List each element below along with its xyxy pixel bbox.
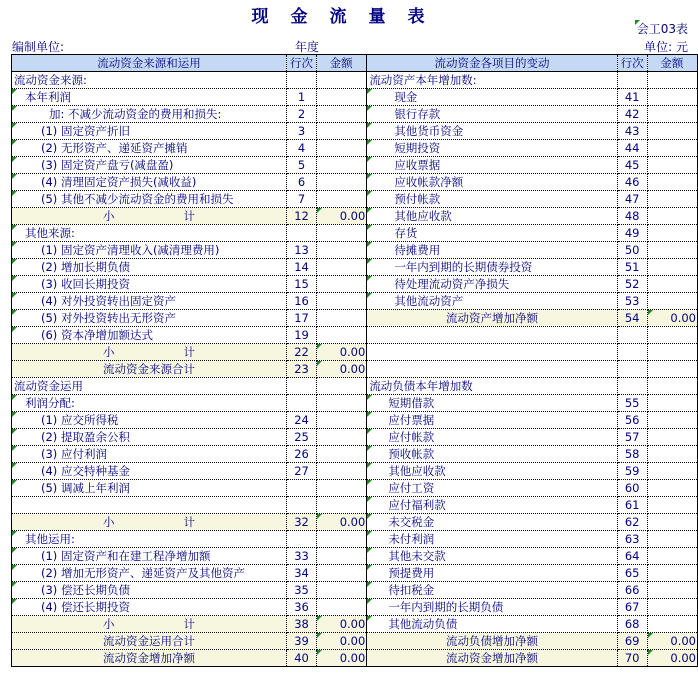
left-amount-cell[interactable]: 0.00 <box>317 616 367 633</box>
left-line-no: 19 <box>287 327 317 344</box>
right-item-label[interactable]: 未付利润 <box>367 531 617 548</box>
left-amount-cell[interactable] <box>317 293 367 310</box>
right-line-no: 57 <box>617 429 647 446</box>
right-amount-cell[interactable] <box>647 140 697 157</box>
left-amount-cell[interactable] <box>317 412 367 429</box>
left-line-no: 36 <box>287 599 317 616</box>
left-line-no: 7 <box>287 191 317 208</box>
right-item-label[interactable]: 其他未交款 <box>367 548 617 565</box>
right-line-no: 59 <box>617 463 647 480</box>
table-row <box>12 650 698 667</box>
table-row <box>12 344 698 361</box>
right-amount-cell[interactable] <box>647 412 697 429</box>
left-item-label[interactable] <box>12 497 287 514</box>
table-row <box>12 361 698 378</box>
right-amount-cell[interactable] <box>647 344 697 361</box>
right-line-no: 44 <box>617 140 647 157</box>
table-row <box>12 208 698 225</box>
left-item-label[interactable]: (1) 固定资产折旧 <box>12 123 287 140</box>
left-amount-cell[interactable] <box>317 531 367 548</box>
year-label: 年度 <box>295 40 320 54</box>
left-amount-cell[interactable] <box>317 497 367 514</box>
left-line-no <box>287 531 317 548</box>
right-line-no: 47 <box>617 191 647 208</box>
left-line-no: 15 <box>287 276 317 293</box>
right-item-label[interactable]: 其他货币资金 <box>367 123 617 140</box>
right-item-label[interactable]: 流动负债本年增加数 <box>367 378 617 395</box>
right-item-label[interactable]: 预付帐款 <box>367 191 617 208</box>
left-item-label[interactable]: (4) 清理固定资产损失(减收益) <box>12 174 287 191</box>
right-line-no: 46 <box>617 174 647 191</box>
right-item-label[interactable]: 未交税金 <box>367 514 617 531</box>
right-item-label[interactable]: 应收帐款净额 <box>367 174 617 191</box>
right-item-label[interactable]: 待处理流动资产净损失 <box>367 276 617 293</box>
left-item-label[interactable]: 流动资金来源合计 <box>12 361 287 378</box>
left-line-no: 24 <box>287 412 317 429</box>
right-item-label[interactable]: 一年内到期的长期负债 <box>367 599 617 616</box>
right-item-label[interactable]: 预提费用 <box>367 565 617 582</box>
table-row <box>12 123 698 140</box>
left-item-label[interactable]: (3) 收回长期投资 <box>12 276 287 293</box>
table-row <box>12 531 698 548</box>
right-line-no: 58 <box>617 446 647 463</box>
left-item-label[interactable]: (5) 对外投资转出无形资产 <box>12 310 287 327</box>
left-item-label[interactable]: (4) 偿还长期投资 <box>12 599 287 616</box>
right-line-no: 53 <box>617 293 647 310</box>
right-amount-cell[interactable] <box>647 106 697 123</box>
left-item-label[interactable]: (5) 调减上年利润 <box>12 480 287 497</box>
left-item-label[interactable]: 其他运用: <box>12 531 287 548</box>
table-row <box>12 327 698 344</box>
org-label: 编制单位: <box>12 40 65 54</box>
left-amount-cell[interactable]: 0.00 <box>317 514 367 531</box>
right-item-label[interactable]: 短期投资 <box>367 140 617 157</box>
left-item-label[interactable]: (4) 对外投资转出固定资产 <box>12 293 287 310</box>
left-item-label[interactable]: 本年利润 <box>12 89 287 106</box>
table-row <box>12 429 698 446</box>
left-amount-cell[interactable] <box>317 463 367 480</box>
left-item-label[interactable]: 小 计 <box>12 344 287 361</box>
table-row <box>12 310 698 327</box>
left-line-no: 26 <box>287 446 317 463</box>
table-row <box>12 259 698 276</box>
left-item-label[interactable]: 加: 不减少流动资金的费用和损失: <box>12 106 287 123</box>
table-row <box>12 276 698 293</box>
header-right-no: 行次 <box>617 55 647 72</box>
left-amount-cell[interactable] <box>317 72 367 89</box>
table-row <box>12 395 698 412</box>
left-amount-cell[interactable] <box>317 327 367 344</box>
left-amount-cell[interactable] <box>317 480 367 497</box>
left-item-label[interactable]: 流动资金运用合计 <box>12 633 287 650</box>
left-amount-cell[interactable] <box>317 548 367 565</box>
left-item-label[interactable]: (2) 增加无形资产、递延资产及其他资产 <box>12 565 287 582</box>
right-item-label[interactable]: 其他应收款 <box>367 463 617 480</box>
table-row <box>12 497 698 514</box>
right-line-no <box>617 327 647 344</box>
left-amount-cell[interactable]: 0.00 <box>317 361 367 378</box>
left-amount-cell[interactable] <box>317 429 367 446</box>
right-amount-cell[interactable] <box>647 157 697 174</box>
left-amount-cell[interactable] <box>317 123 367 140</box>
right-line-no: 49 <box>617 225 647 242</box>
right-line-no: 69 <box>617 633 647 650</box>
right-line-no: 68 <box>617 616 647 633</box>
right-item-label[interactable]: 一年内到期的长期债券投资 <box>367 259 617 276</box>
left-amount-cell[interactable] <box>317 106 367 123</box>
right-line-no: 45 <box>617 157 647 174</box>
right-line-no: 51 <box>617 259 647 276</box>
right-line-no: 62 <box>617 514 647 531</box>
left-item-label[interactable]: 利润分配: <box>12 395 287 412</box>
left-line-no: 4 <box>287 140 317 157</box>
right-line-no: 70 <box>617 650 647 667</box>
left-line-no <box>287 72 317 89</box>
right-line-no: 60 <box>617 480 647 497</box>
right-amount-cell[interactable] <box>647 191 697 208</box>
right-amount-cell[interactable] <box>647 174 697 191</box>
right-item-label[interactable]: 流动资金增加净额 <box>367 650 617 667</box>
left-line-no: 32 <box>287 514 317 531</box>
right-line-no: 66 <box>617 582 647 599</box>
left-item-label[interactable]: 小 计 <box>12 208 287 225</box>
table-row <box>12 463 698 480</box>
left-item-label[interactable]: 流动资金运用 <box>12 378 287 395</box>
right-amount-cell[interactable] <box>647 72 697 89</box>
right-item-label[interactable]: 存货 <box>367 225 617 242</box>
right-amount-cell[interactable]: 0.00 <box>647 650 697 667</box>
left-amount-cell[interactable] <box>317 276 367 293</box>
right-amount-cell[interactable] <box>647 276 697 293</box>
header-right-item: 流动资金各项目的变动 <box>367 55 617 72</box>
right-item-label[interactable]: 流动负债增加净额 <box>367 633 617 650</box>
header-right-amount: 金额 <box>647 55 697 72</box>
left-item-label[interactable]: (2) 增加长期负债 <box>12 259 287 276</box>
left-line-no: 12 <box>287 208 317 225</box>
right-amount-cell[interactable] <box>647 599 697 616</box>
right-item-label[interactable]: 应付帐款 <box>367 429 617 446</box>
right-line-no: 50 <box>617 242 647 259</box>
left-line-no: 22 <box>287 344 317 361</box>
header-left-item: 流动资金来源和运用 <box>12 55 287 72</box>
left-item-label[interactable]: (3) 应付利润 <box>12 446 287 463</box>
left-line-no: 6 <box>287 174 317 191</box>
table-row <box>12 106 698 123</box>
right-item-label[interactable]: 待摊费用 <box>367 242 617 259</box>
cash-flow-table <box>11 54 698 667</box>
right-amount-cell[interactable] <box>647 582 697 599</box>
table-row <box>12 191 698 208</box>
right-line-no: 42 <box>617 106 647 123</box>
left-item-label[interactable]: (1) 应交所得税 <box>12 412 287 429</box>
right-amount-cell[interactable] <box>647 208 697 225</box>
right-amount-cell[interactable] <box>647 395 697 412</box>
right-amount-cell[interactable] <box>647 463 697 480</box>
right-amount-cell[interactable] <box>647 361 697 378</box>
right-line-no <box>617 378 647 395</box>
right-item-label[interactable] <box>367 344 617 361</box>
table-row <box>12 633 698 650</box>
left-amount-cell[interactable] <box>317 157 367 174</box>
left-item-label[interactable]: (5) 其他不减少流动资金的费用和损失 <box>12 191 287 208</box>
left-line-no: 39 <box>287 633 317 650</box>
left-line-no <box>287 497 317 514</box>
table-row <box>12 242 698 259</box>
left-item-label[interactable]: 流动资金来源: <box>12 72 287 89</box>
right-line-no: 54 <box>617 310 647 327</box>
table-row <box>12 480 698 497</box>
left-line-no: 16 <box>287 293 317 310</box>
left-amount-cell[interactable]: 0.00 <box>317 633 367 650</box>
right-line-no: 48 <box>617 208 647 225</box>
right-amount-cell[interactable] <box>647 565 697 582</box>
page-title: 现金流量表 <box>251 7 447 27</box>
right-item-label[interactable]: 其他流动负债 <box>367 616 617 633</box>
right-amount-cell[interactable] <box>647 259 697 276</box>
left-line-no: 17 <box>287 310 317 327</box>
table-row <box>12 599 698 616</box>
table-row <box>12 582 698 599</box>
right-amount-cell[interactable] <box>647 548 697 565</box>
left-amount-cell[interactable] <box>317 565 367 582</box>
right-line-no: 55 <box>617 395 647 412</box>
table-row <box>12 72 698 89</box>
right-line-no <box>617 344 647 361</box>
left-line-no <box>287 225 317 242</box>
right-item-label[interactable]: 流动资产本年增加数: <box>367 72 617 89</box>
left-amount-cell[interactable] <box>317 599 367 616</box>
left-amount-cell[interactable]: 0.00 <box>317 650 367 667</box>
table-row <box>12 225 698 242</box>
right-item-label[interactable]: 预收帐款 <box>367 446 617 463</box>
right-amount-cell[interactable] <box>647 123 697 140</box>
table-row <box>12 157 698 174</box>
left-amount-cell[interactable] <box>317 242 367 259</box>
right-item-label[interactable]: 待扣税金 <box>367 582 617 599</box>
right-item-label[interactable] <box>367 327 617 344</box>
table-row <box>12 565 698 582</box>
right-amount-cell[interactable] <box>647 242 697 259</box>
table-row <box>12 378 698 395</box>
left-item-label[interactable]: (2) 无形资产、递延资产摊销 <box>12 140 287 157</box>
table-row <box>12 616 698 633</box>
right-item-label[interactable]: 其他流动资产 <box>367 293 617 310</box>
unit-label: 单位: 元 <box>644 40 688 54</box>
right-amount-cell[interactable] <box>647 480 697 497</box>
left-amount-cell[interactable] <box>317 378 367 395</box>
left-amount-cell[interactable] <box>317 225 367 242</box>
right-line-no: 41 <box>617 89 647 106</box>
right-item-label[interactable]: 流动资产增加净额 <box>367 310 617 327</box>
left-item-label[interactable]: (1) 固定资产清理收入(减清理费用) <box>12 242 287 259</box>
right-amount-cell[interactable] <box>647 293 697 310</box>
table-row <box>12 514 698 531</box>
left-line-no: 25 <box>287 429 317 446</box>
left-amount-cell[interactable] <box>317 174 367 191</box>
left-amount-cell[interactable] <box>317 191 367 208</box>
right-amount-cell[interactable]: 0.00 <box>647 310 697 327</box>
right-line-no: 43 <box>617 123 647 140</box>
right-item-label[interactable]: 应付工资 <box>367 480 617 497</box>
right-item-label[interactable]: 应付票据 <box>367 412 617 429</box>
left-item-label[interactable]: 流动资金增加净额 <box>12 650 287 667</box>
right-item-label[interactable]: 应收票据 <box>367 157 617 174</box>
right-amount-cell[interactable] <box>647 327 697 344</box>
right-item-label[interactable]: 短期借款 <box>367 395 617 412</box>
table-row <box>12 174 698 191</box>
table-row <box>12 446 698 463</box>
right-item-label[interactable]: 应付福利款 <box>367 497 617 514</box>
right-line-no: 61 <box>617 497 647 514</box>
right-amount-cell[interactable] <box>647 497 697 514</box>
right-line-no: 52 <box>617 276 647 293</box>
right-line-no: 65 <box>617 565 647 582</box>
left-line-no: 38 <box>287 616 317 633</box>
right-item-label[interactable]: 现金 <box>367 89 617 106</box>
right-line-no: 64 <box>617 548 647 565</box>
left-line-no: 23 <box>287 361 317 378</box>
right-amount-cell[interactable] <box>647 514 697 531</box>
right-line-no: 56 <box>617 412 647 429</box>
left-line-no: 14 <box>287 259 317 276</box>
left-line-no <box>287 480 317 497</box>
left-item-label[interactable]: (1) 固定资产和在建工程净增加额 <box>12 548 287 565</box>
left-line-no <box>287 395 317 412</box>
left-line-no: 3 <box>287 123 317 140</box>
left-line-no: 40 <box>287 650 317 667</box>
table-row <box>12 89 698 106</box>
form-code: 会工03表 <box>636 22 688 36</box>
left-item-label[interactable]: (3) 固定资产盘亏(减盘盈) <box>12 157 287 174</box>
header-left-no: 行次 <box>287 55 317 72</box>
right-item-label[interactable]: 其他应收款 <box>367 208 617 225</box>
left-line-no: 5 <box>287 157 317 174</box>
left-item-label[interactable]: (3) 偿还长期负债 <box>12 582 287 599</box>
left-item-label[interactable]: 小 计 <box>12 514 287 531</box>
left-line-no: 34 <box>287 565 317 582</box>
left-item-label[interactable]: 其他来源: <box>12 225 287 242</box>
left-line-no: 33 <box>287 548 317 565</box>
right-amount-cell[interactable] <box>647 89 697 106</box>
header-left-amount: 金额 <box>317 55 367 72</box>
table-header-row <box>12 55 698 72</box>
left-amount-cell[interactable]: 0.00 <box>317 344 367 361</box>
right-amount-cell[interactable] <box>647 531 697 548</box>
left-line-no: 13 <box>287 242 317 259</box>
left-line-no: 2 <box>287 106 317 123</box>
left-line-no: 35 <box>287 582 317 599</box>
left-amount-cell[interactable] <box>317 259 367 276</box>
left-amount-cell[interactable]: 0.00 <box>317 208 367 225</box>
right-amount-cell[interactable]: 0.00 <box>647 633 697 650</box>
right-line-no: 67 <box>617 599 647 616</box>
left-item-label[interactable]: (6) 资本净增加额达式 <box>12 327 287 344</box>
left-amount-cell[interactable] <box>317 310 367 327</box>
right-item-label[interactable] <box>367 361 617 378</box>
left-amount-cell[interactable] <box>317 446 367 463</box>
left-amount-cell[interactable] <box>317 140 367 157</box>
table-row <box>12 412 698 429</box>
right-amount-cell[interactable] <box>647 225 697 242</box>
left-amount-cell[interactable] <box>317 395 367 412</box>
table-row <box>12 548 698 565</box>
right-line-no <box>617 361 647 378</box>
left-amount-cell[interactable] <box>317 582 367 599</box>
right-amount-cell[interactable] <box>647 446 697 463</box>
right-line-no: 63 <box>617 531 647 548</box>
table-row <box>12 140 698 157</box>
left-amount-cell[interactable] <box>317 89 367 106</box>
right-amount-cell[interactable] <box>647 616 697 633</box>
right-item-label[interactable]: 银行存款 <box>367 106 617 123</box>
left-line-no: 27 <box>287 463 317 480</box>
right-line-no <box>617 72 647 89</box>
left-item-label[interactable]: 小 计 <box>12 616 287 633</box>
right-amount-cell[interactable] <box>647 429 697 446</box>
left-item-label[interactable]: (4) 应交特种基金 <box>12 463 287 480</box>
right-amount-cell[interactable] <box>647 378 697 395</box>
left-line-no <box>287 378 317 395</box>
left-line-no: 1 <box>287 89 317 106</box>
table-row <box>12 293 698 310</box>
left-item-label[interactable]: (2) 提取盈余公积 <box>12 429 287 446</box>
